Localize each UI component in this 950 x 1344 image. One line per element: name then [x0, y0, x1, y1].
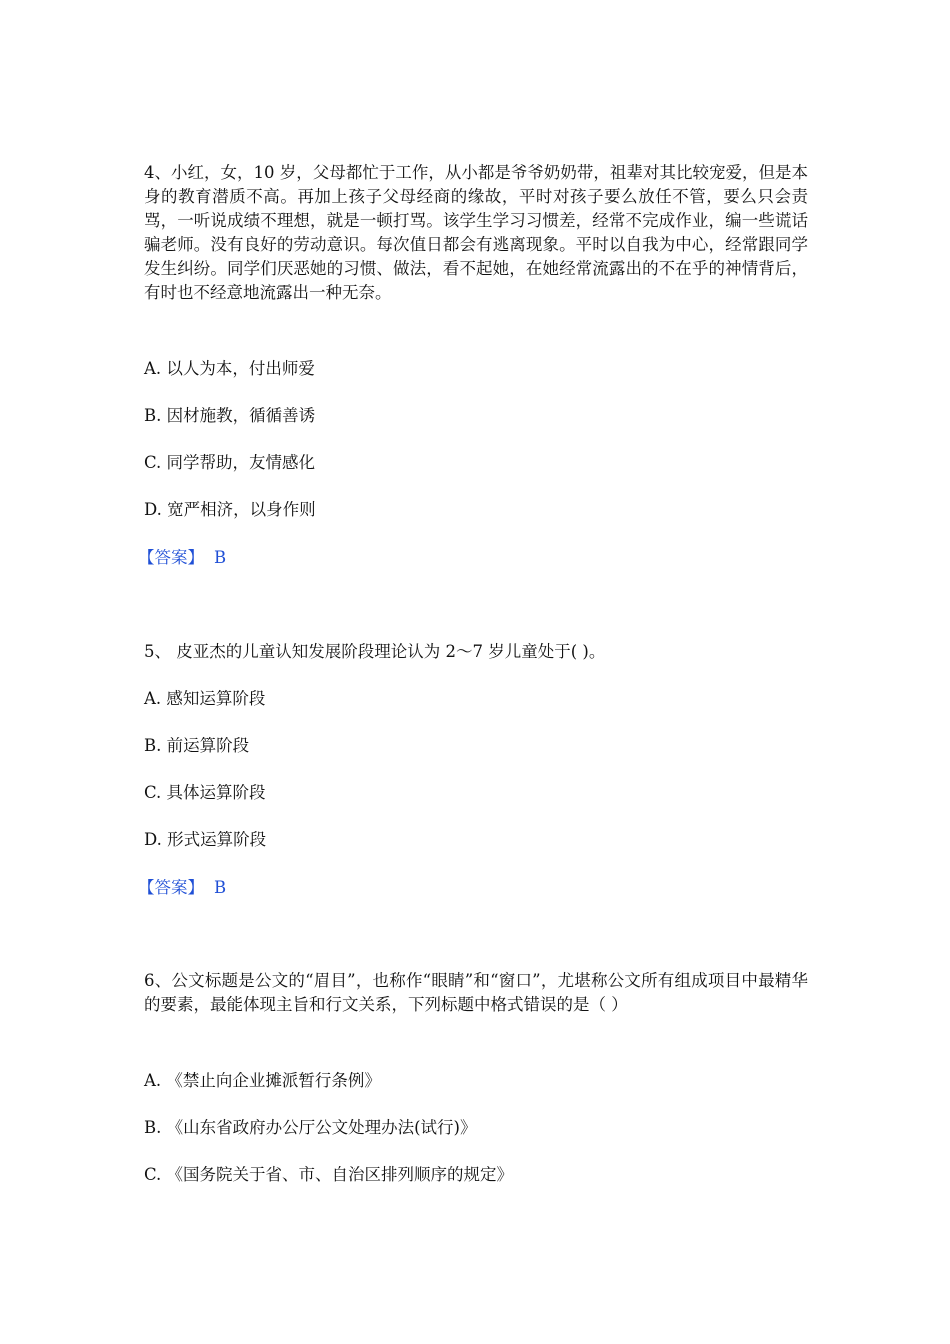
- question-5: [138, 640, 808, 897]
- option-c: C. 《国务院关于省、市、自治区排列顺序的规定》: [144, 1165, 514, 1184]
- question-text: 皮亚杰的儿童认知发展阶段理论认为 2～7 岁儿童处于( )。: [171, 642, 606, 661]
- option-a: A. 以人为本，付出师爱: [144, 359, 315, 378]
- answer-value: B: [214, 548, 227, 567]
- question-stem: [144, 640, 808, 664]
- option-list: [144, 451, 315, 475]
- question-text: 小红，女，10 岁，父母都忙于工作，从小都是爷爷奶奶带，祖辈对其比较宠爱，但是本身的教育潜质不高。再加上孩子父母经商的缘故，平时对孩子要么放任不管，要么只会责骂，一听说成绩不理想，就是一顿打骂。该学生学习习惯差，经常不完成作业，编一些谎话骗老师。没有良好的劳动意识。每次值日都会有逃离现象。平时以自我为中心，经常跟同学发生纠纷。同学们厌恶她的习惯、做法，看不起她，在她经常流露出的不在乎的神情背后，有时也不经意地流露出一种无奈。: [144, 163, 808, 302]
- question-6: [144, 969, 808, 1184]
- answer-label: 【答案】: [138, 878, 204, 897]
- option-c: C. 具体运算阶段: [144, 783, 266, 802]
- option-b: B. 因材施教，循循善诱: [144, 406, 316, 425]
- option-list: [144, 828, 266, 852]
- question-stem: [144, 161, 808, 305]
- option-list: [144, 1163, 513, 1187]
- option-list: [144, 404, 315, 428]
- question-stem: [144, 969, 808, 1017]
- option-list: [144, 357, 315, 381]
- option-b: B. 前运算阶段: [144, 736, 250, 755]
- question-number: 5、: [144, 642, 171, 661]
- option-list: [144, 1069, 381, 1093]
- option-a: A. 《禁止向企业摊派暂行条例》: [144, 1071, 381, 1090]
- option-list: [144, 498, 316, 522]
- option-c: C. 同学帮助，友情感化: [144, 453, 316, 472]
- question-text: 公文标题是公文的“眉目”，也称作“眼睛”和“窗口”，尤堪称公文所有组成项目中最精华的要素，最能体现主旨和行文关系，下列标题中格式错误的是（ ）: [144, 971, 808, 1014]
- option-b: B. 《山东省政府办公厅公文处理办法(试行)》: [144, 1118, 477, 1137]
- option-list: [144, 734, 249, 758]
- question-number: 4、: [144, 163, 172, 182]
- option-a: A. 感知运算阶段: [144, 689, 266, 708]
- question-4: [138, 161, 808, 567]
- answer-line: [138, 876, 226, 900]
- answer-label: 【答案】: [138, 548, 204, 567]
- option-list: [144, 781, 266, 805]
- question-number: 6、: [144, 971, 172, 990]
- answer-block: [138, 546, 226, 570]
- option-list: [144, 687, 265, 711]
- answer-block: [138, 876, 226, 900]
- answer-value: B: [214, 878, 227, 897]
- option-d: D. 宽严相济，以身作则: [144, 500, 316, 519]
- answer-line: [138, 546, 226, 570]
- option-list: [144, 1116, 477, 1140]
- option-d: D. 形式运算阶段: [144, 830, 267, 849]
